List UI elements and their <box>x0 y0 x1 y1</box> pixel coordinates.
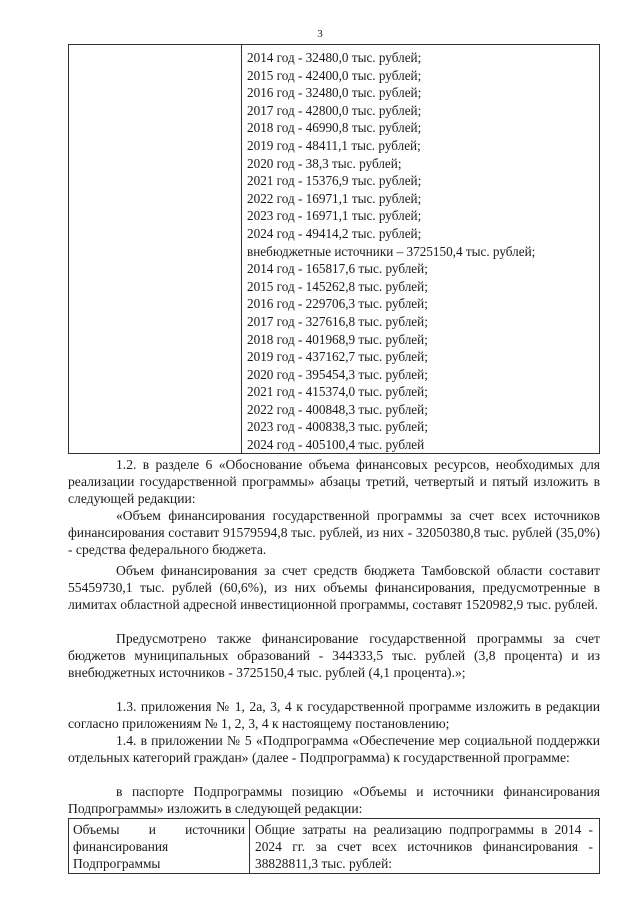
funding-line: 2022 год - 16971,1 тыс. рублей; <box>247 190 422 206</box>
paragraph-regional-budget: Объем финансирования за счет средств бюджета Тамбовской области составит 55459730,1 тыс. рублей (60,6%), из них объемы финансирования, предусмотренные в лимитах областной адресной инвестиционной программы, составят 1520982,9 тыс. рублей. <box>68 563 600 612</box>
funding-line: 2018 год - 46990,8 тыс. рублей; <box>247 120 422 136</box>
funding-line: 2017 год - 42800,0 тыс. рублей; <box>247 102 422 118</box>
table-label-cell <box>73 821 245 872</box>
funding-line: 2023 год - 16971,1 тыс. рублей; <box>247 208 422 224</box>
paragraph-total-funding: «Объем финансирования государственной программы за счет всех источников финансирования составит 91579594,8 тыс. рублей, из них - 32050380,8 тыс. рублей (35,0%) - средства федерального бюджета. <box>68 508 600 557</box>
funding-line: 2021 год - 15376,9 тыс. рублей; <box>247 173 422 189</box>
funding-line: 2020 год - 38,3 тыс. рублей; <box>247 155 402 171</box>
funding-line: 2021 год - 415374,0 тыс. рублей; <box>247 384 428 400</box>
table-column-divider <box>249 819 250 873</box>
funding-line: 2024 год - 49414,2 тыс. рублей; <box>247 225 422 241</box>
paragraph-passport: в паспорте Подпрограммы позицию «Объемы и источники финансирования Подпрограммы» изложить в следующей редакции: <box>68 784 600 816</box>
funding-lines <box>247 49 595 454</box>
funding-line: 2022 год - 400848,3 тыс. рублей; <box>247 401 428 417</box>
funding-line: 2017 год - 327616,8 тыс. рублей; <box>247 313 428 329</box>
funding-line: 2015 год - 42400,0 тыс. рублей; <box>247 67 422 83</box>
table-value-cell: Общие затраты на реализацию подпрограммы в 2014 - 2024 гг. за счет всех источников финансирования - 38828811,3 тыс. рублей: <box>255 822 593 871</box>
table-column-divider <box>241 45 242 453</box>
funding-line: 2020 год - 395454,3 тыс. рублей; <box>247 366 428 382</box>
paragraph-1-3: 1.3. приложения № 1, 2а, 3, 4 к государственной программе изложить в редакции согласно приложениям № 1, 2, 3, 4 к настоящему постановлению; <box>68 699 600 731</box>
funding-line: 2015 год - 145262,8 тыс. рублей; <box>247 278 428 294</box>
funding-line: 2018 год - 401968,9 тыс. рублей; <box>247 331 428 347</box>
funding-line: 2016 год - 32480,0 тыс. рублей; <box>247 85 422 101</box>
funding-line: 2024 год - 405100,4 тыс. рублей <box>247 437 425 453</box>
funding-line: 2016 год - 229706,3 тыс. рублей; <box>247 296 428 312</box>
table-label-line: Объемы и источники <box>73 822 245 837</box>
funding-line: 2019 год - 437162,7 тыс. рублей; <box>247 349 428 365</box>
subprogram-funding-table <box>68 818 600 874</box>
funding-line: 2014 год - 32480,0 тыс. рублей; <box>247 50 422 65</box>
page-number: 3 <box>317 28 323 40</box>
table-label-line: Подпрограммы <box>73 856 161 871</box>
funding-table-continued <box>68 44 600 454</box>
funding-line: 2014 год - 165817,6 тыс. рублей; <box>247 261 428 277</box>
funding-line: 2019 год - 48411,1 тыс. рублей; <box>247 137 421 153</box>
funding-line-extrabudgetary: внебюджетные источники – 3725150,4 тыс. рублей; <box>247 243 536 259</box>
table-label-line: финансирования <box>73 839 169 854</box>
paragraph-municipal-funding: Предусмотрено также финансирование государственной программы за счет бюджетов муниципальных образований - 344333,5 тыс. рублей (3,8 процента) и из внебюджетных источников - 3725150,4 тыс. рублей (4,1 процента).»; <box>68 631 600 680</box>
funding-line: 2023 год - 400838,3 тыс. рублей; <box>247 419 428 435</box>
paragraph-1-2: 1.2. в разделе 6 «Обоснование объема финансовых ресурсов, необходимых для реализации государственной программы» абзацы третий, четвертый и пятый изложить в следующей редакции: <box>68 457 600 506</box>
paragraph-1-4: 1.4. в приложении № 5 «Подпрограмма «Обеспечение мер социальной поддержки отдельных категорий граждан» (далее - Подпрограмма) к государственной программе: <box>68 733 600 765</box>
